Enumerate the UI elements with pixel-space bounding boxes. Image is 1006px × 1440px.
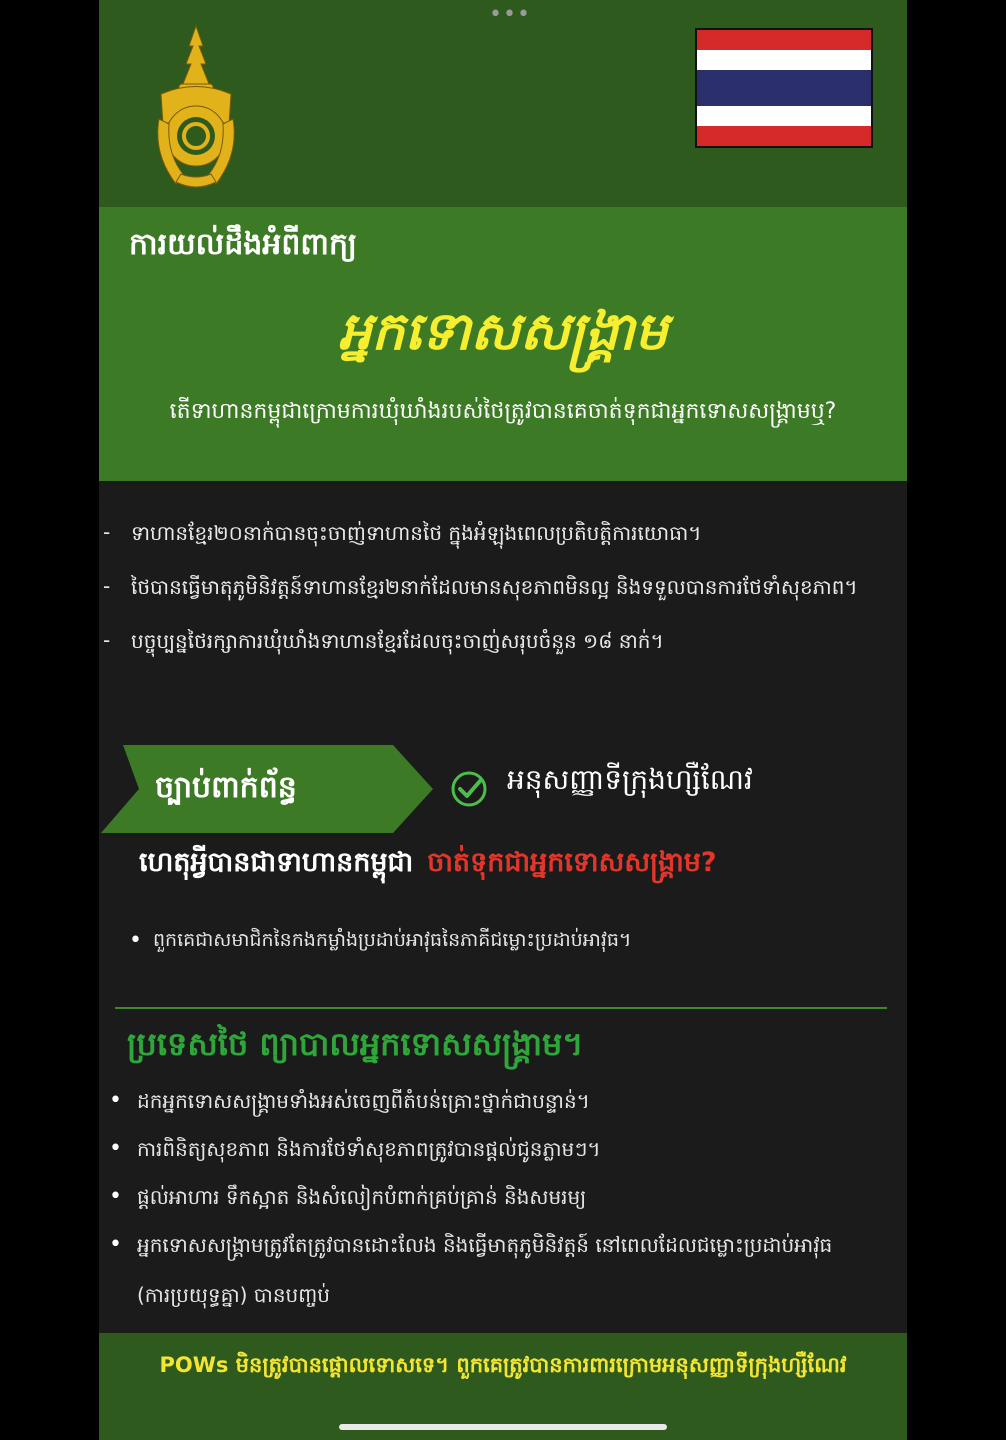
title-band: [99, 207, 907, 481]
why-heading-part1: ហេតុអ្វីបានជាទាហានកម្ពុជា: [139, 847, 414, 878]
infographic-poster: [99, 0, 907, 1440]
thailand-flag-icon: [695, 28, 873, 148]
treatment-item: [109, 1184, 899, 1232]
treatment-text: ការពិនិត្យសុខភាព និងការថែទាំសុខភាពត្រូវបានផ្តល់ជូនភ្លាមៗ។: [137, 1137, 601, 1161]
fact-dash: -: [103, 520, 111, 544]
flag-stripe: [697, 30, 871, 50]
fact-item: [99, 574, 907, 628]
flag-stripe: [697, 70, 871, 106]
fact-dash: -: [103, 574, 111, 598]
why-heading: [139, 846, 717, 885]
royal-emblem-icon: [151, 24, 241, 192]
check-circle-icon: [450, 770, 488, 808]
why-heading-part2: ចាត់ទុកជាអ្នកទោសសង្គ្រាម?: [427, 847, 717, 878]
treatment-text-line2: (ការប្រយុទ្ធគ្នា) បានបញ្ចប់: [137, 1283, 330, 1307]
bullet-dot: •: [109, 1184, 122, 1209]
treatment-heading: ប្រទេសថៃ ព្យាបាលអ្នកទោសសង្គ្រាម។: [127, 1025, 584, 1063]
treatment-text: ដកអ្នកទោសសង្គ្រាមទាំងអស់ចេញពីតំបន់គ្រោះថ្នាក់ជាបន្ទាន់។: [137, 1089, 590, 1113]
bullet-dot: •: [109, 1232, 122, 1257]
treatment-text: អ្នកទោសសង្គ្រាមត្រូវតែត្រូវបានដោះលែង និងធ្វើមាតុភូមិនិវត្តន៍ នៅពេលដែលជម្លោះប្រដាប់អាវុធ: [137, 1233, 833, 1257]
fact-item: [99, 628, 907, 682]
flag-stripe: [697, 126, 871, 146]
flag-stripe: [697, 106, 871, 126]
home-indicator[interactable]: [339, 1424, 667, 1430]
fact-text: ទាហានខ្មែរ២០នាក់បានចុះចាញ់ទាហានថៃ ក្នុងអំឡុងពេលប្រតិបត្តិការយោធា។: [131, 521, 702, 545]
treatment-item: [109, 1232, 899, 1332]
treatment-text: ផ្តល់អាហារ ទឹកស្អាត និងសំលៀកបំពាក់គ្រប់គ្រាន់ និងសមរម្យ: [137, 1185, 587, 1209]
bullet-dot: •: [109, 1088, 122, 1113]
title-main: អ្នកទោសសង្គ្រាម: [338, 302, 668, 362]
more-dots-icon[interactable]: •••: [489, 2, 531, 27]
related-law-label: ច្បាប់ពាក់ព័ន្ធ: [155, 770, 297, 805]
why-reason-text: ពួកគេជាសមាជិកនៃកងកម្លាំងប្រដាប់អាវុធនៃភាគីជម្លោះប្រដាប់អាវុធ។: [153, 929, 632, 951]
fact-text: បច្ចុប្បន្នថៃរក្សាការឃុំឃាំងទាហានខ្មែរដែលចុះចាញ់សរុបចំនួន ១៨ នាក់។: [131, 629, 664, 653]
fact-dash: -: [103, 628, 111, 652]
geneva-convention-label: អនុសញ្ញាទីក្រុងហ្សឺណែវ: [507, 763, 753, 796]
title-question: តើទាហានកម្ពុជាក្រោមការឃុំឃាំងរបស់ថៃត្រូវបានគេចាត់ទុកជាអ្នកទោសសង្គ្រាមឬ?: [169, 399, 837, 424]
fact-text: ថៃបានធ្វើមាតុភូមិនិវត្តន៍ទាហានខ្មែរ២នាក់ដែលមានសុខភាពមិនល្អ និងទទួលបានការថែទាំសុខភាព។: [131, 575, 858, 599]
header-band: [99, 0, 907, 207]
treatment-item: [109, 1136, 899, 1184]
bullet-dot: •: [129, 928, 142, 953]
flag-stripe: [697, 50, 871, 70]
fact-item: [99, 520, 907, 574]
bullet-dot: •: [109, 1136, 122, 1161]
title-top: ការយល់ដឹងអំពីពាក្យ: [129, 227, 357, 262]
section-divider: [115, 1007, 887, 1009]
facts-list: [99, 520, 907, 682]
treatment-list: [109, 1088, 899, 1332]
footer-text: POWs មិនត្រូវបានផ្តោលទោសទេ។ ពួកគេត្រូវបានការពារក្រោមអនុសញ្ញាទីក្រុងហ្សឺណែវ: [159, 1353, 847, 1377]
treatment-item: [109, 1088, 899, 1136]
